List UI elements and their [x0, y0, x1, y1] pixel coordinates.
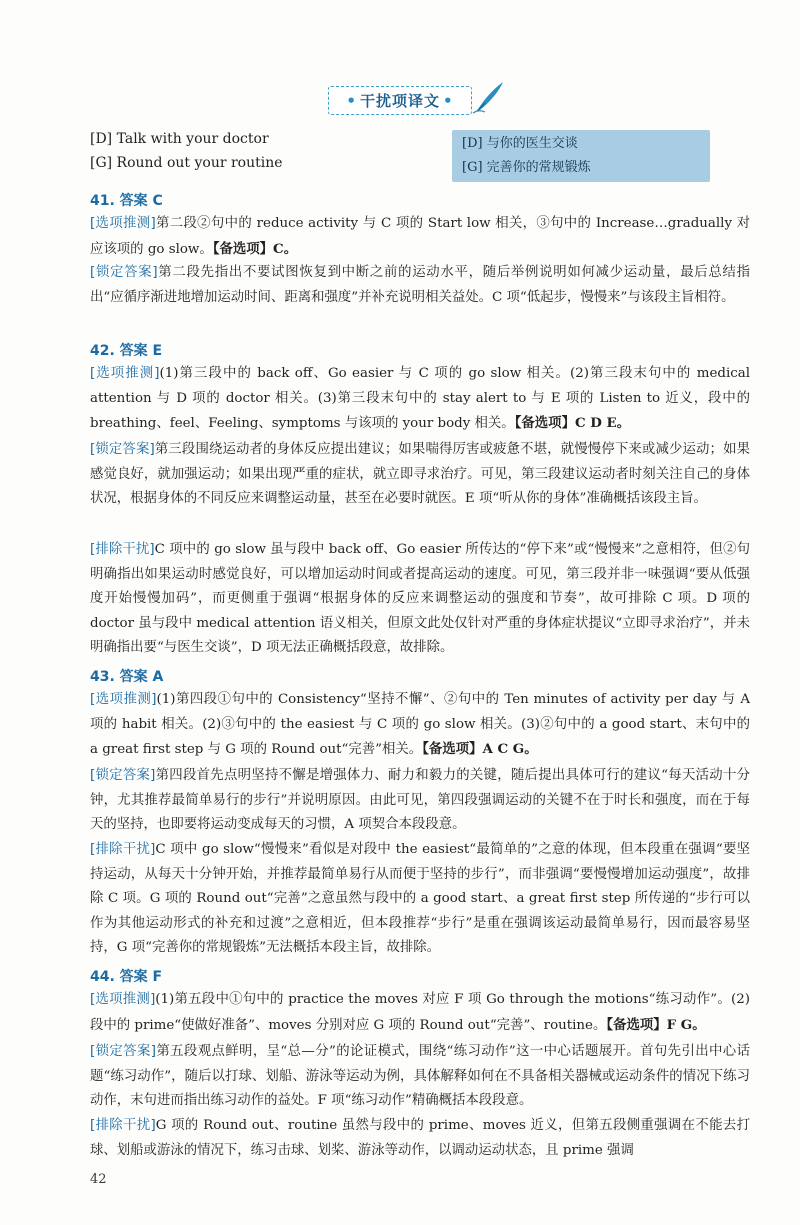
distractor-cn-g: [G] 完善你的常规锻炼 — [462, 160, 591, 175]
tag-label: [选项推测] — [90, 216, 156, 231]
paragraph-text: (1)第四段①句中的 Consistency“坚持不懈”、②句中的 Ten minutes of activity per day 与 A 项的 habit 相关。(2)③句中的 the easiest 与 C 项的 go slow 相关。(3)②句中的 a good start、末句中的 a great first step 与 G 项的 Round out“完善”相关。 — [90, 692, 750, 757]
answer-heading-42: 42. 答案 E — [90, 343, 163, 359]
paragraph-41-guess — [90, 212, 750, 262]
banner-dot-right: • — [443, 92, 454, 110]
tag-label: [排除干扰] — [90, 1118, 156, 1133]
distractor-en-g: [G] Round out your routine — [90, 155, 283, 171]
tag-label: [锁定答案] — [90, 265, 158, 280]
paragraph-42-lock — [90, 438, 750, 512]
paragraph-text: C 项中 go slow“慢慢来”看似是对段中 the easiest“最简单的”之意的体现，但本段重在强调“要坚持运动，从每天十分钟开始，并推荐最简单易行从而便于坚持的步行”，而非强调“要慢慢增加运动强度”，故排除 C 项。G 项的 Round out“完善”之意虽然与段中的 a good start、a great first step 所传递的“步行可以作为其他运动形式的补充和过渡”之意相近，但本段推荐“步行”是重在强调该运动最简单易行，因而最容易坚持，G 项“完善你的常规锻炼”无法概括本段主旨，故排除。 — [90, 842, 750, 955]
banner-dot-left: • — [346, 92, 357, 110]
paragraph-44-exclude — [90, 1114, 750, 1163]
paragraph-text: C 项中的 go slow 虽与段中 back off、Go easier 所传达的“停下来”或“慢慢来”之意相符，但②句明确指出如果运动时感觉良好，可以增加运动时间或者提高运动的速度。可见，第三段并非一味强调“要从低强度开始慢慢加码”，而更侧重于强调“根据身体的反应来调整运动的强度和节奏”，故可排除 C 项。D 项的 doctor 虽与段中 medical attention 语义相关，但原文此处仅针对严重的身体症状提议“立即寻求治疗”，并未明确指出要“与医生交谈”，D 项无法正确概括段意，故排除。 — [90, 542, 751, 655]
key-options: 【备选项】C D E。 — [514, 415, 631, 431]
key-options: 【备选项】A C G。 — [422, 741, 538, 757]
quill-pen-icon — [471, 79, 507, 115]
section-banner — [0, 86, 800, 115]
distractor-en-d: [D] Talk with your doctor — [90, 131, 269, 147]
banner-title: 干扰项译文 — [359, 92, 440, 110]
distractor-translations — [90, 128, 710, 184]
paragraph-43-guess — [90, 688, 750, 763]
key-options: 【备选项】F G。 — [606, 1016, 706, 1033]
tag-label: [锁定答案] — [90, 1044, 156, 1059]
tag-label: [锁定答案] — [90, 442, 155, 457]
paragraph-text: 第三段围绕运动者的身体反应提出建议；如果喘得厉害或疲惫不堪，就慢慢停下来或减少运动；如果感觉良好，就加强运动；如果出现严重的症状，就立即寻求治疗。可见，第三段建议运动者时刻关注自己的身体状况，根据身体的不同反应来调整运动量，甚至在必要时就医。E 项“听从你的身体”准确概括该段主旨。 — [90, 442, 751, 506]
distractor-cn-box — [452, 130, 710, 182]
tag-label: [排除干扰] — [90, 842, 156, 857]
paragraph-text: 第二段②句中的 reduce activity 与 C 项的 Start low 相关，③句中的 Increase…gradually 对应该项的 go slow。 — [90, 216, 750, 257]
tag-label: [选项推测] — [90, 692, 157, 707]
paragraph-text: 第四段首先点明坚持不懈是增强体力、耐力和毅力的关键，随后提出具体可行的建议“每天活动十分钟，尤其推荐最简单易行的步行”并说明原因。由此可见，第四段强调运动的关键不在于时长和强度，而在于每天的坚持，也即要将运动变成每天的习惯，A 项契合本段段意。 — [90, 768, 750, 832]
paragraph-44-guess — [90, 988, 750, 1038]
paragraph-text: G 项的 Round out、routine 虽然与段中的 prime、moves 近义，但第五段侧重强调在不能去打球、划船或游泳的情况下，练习击球、划桨、游泳等动作，以调动运动状态，且 prime 强调 — [90, 1118, 750, 1158]
key-options: 【备选项】C。 — [212, 240, 298, 257]
paragraph-text: 第二段先指出不要试图恢复到中断之前的运动水平，随后举例说明如何减少运动量，最后总结指出“应循序渐进地增加运动时间、距离和强度”并补充说明相关益处。C 项“低起步，慢慢来”与该段主旨相符。 — [90, 265, 751, 305]
paragraph-42-exclude — [90, 538, 750, 661]
paragraph-text: (1)第五段中①句中的 practice the moves 对应 F 项 Go through the motions“练习动作”。(2)段中的 prime“使做好准备”、moves 分别对应 G 项的 Round out“完善”、routine。 — [90, 992, 750, 1033]
tag-label: [排除干扰] — [90, 542, 155, 557]
paragraph-text: (1)第三段中的 back off、Go easier 与 C 项的 go slow 相关。(2)第三段末句中的 medical attention 与 D 项的 doctor 相关。(3)第三段末句中的 stay alert to 与 E 项的 Listen to 近义，段中的 breathing、feel、Feeling、symptoms 与该项的 your body 相关。 — [90, 366, 750, 431]
answer-heading-44: 44. 答案 F — [90, 969, 163, 985]
answer-heading-43: 43. 答案 A — [90, 669, 164, 685]
tag-label: [选项推测] — [90, 366, 160, 381]
banner-label — [328, 86, 471, 115]
answer-heading-41: 41. 答案 C — [90, 193, 163, 209]
tag-label: [锁定答案] — [90, 768, 156, 783]
paragraph-44-lock — [90, 1040, 750, 1114]
page-number: 42 — [90, 1172, 107, 1187]
paragraph-41-lock — [90, 261, 750, 310]
paragraph-text: 第五段观点鲜明，呈“总—分”的论证模式，围绕“练习动作”这一中心话题展开。首句先引出中心话题“练习动作”，随后以打球、划船、游泳等运动为例，具体解释如何在不具备相关器械或运动条件的情况下练习动作，末句进而指出练习动作的益处。F 项“练习动作”精确概括本段段意。 — [90, 1044, 750, 1108]
distractor-cn-d: [D] 与你的医生交谈 — [462, 136, 578, 151]
paragraph-42-guess — [90, 362, 750, 437]
paragraph-43-lock — [90, 764, 750, 838]
tag-label: [选项推测] — [90, 992, 156, 1007]
paragraph-43-exclude — [90, 838, 750, 961]
